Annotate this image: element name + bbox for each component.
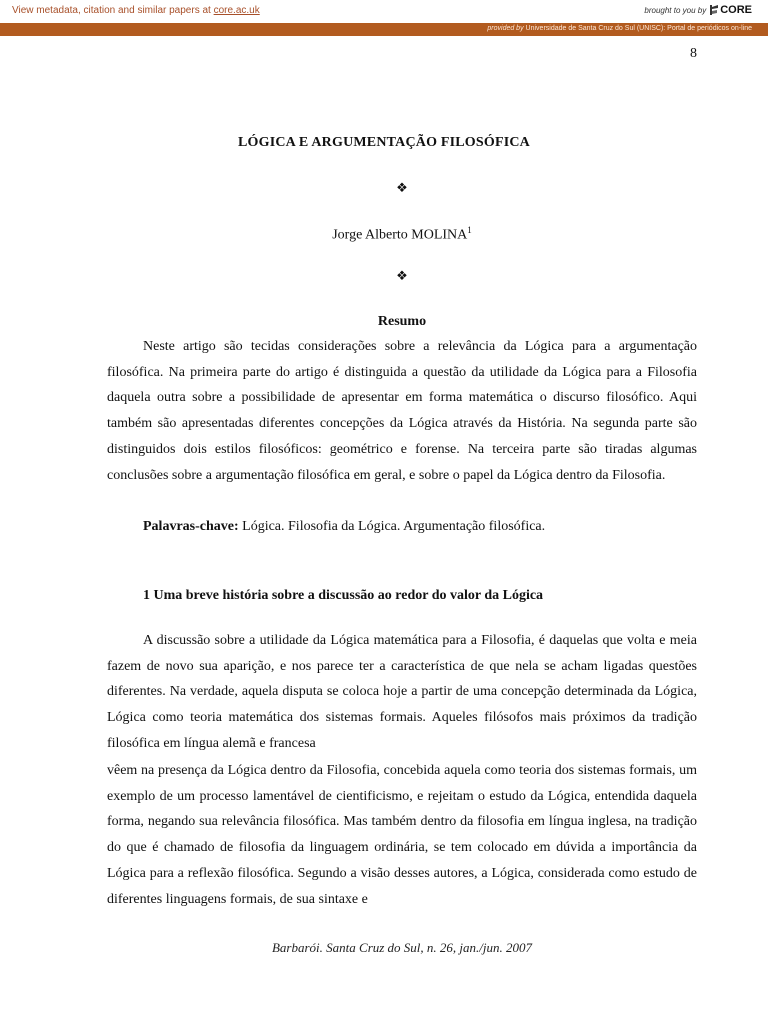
core-logo [709, 4, 752, 16]
author-name: Jorge Alberto MOLINA [332, 227, 468, 243]
body-paragraph-2: vêem na presença da Lógica dentro da Filosofia, concebida aquela como teoria dos sistemas formais, um exemplo de um processo lamentável de cientificismo, e rejeitam o estudo da Lógica, entendida daquela forma, negando sua relevância filosófica. Mas também dentro da filosofia em língua inglesa, na tradição do que é chamado de filosofia da linguagem ordinária, se tem colocado em dúvida a importância da Lógica para a reflexão filosófica. Segundo a visão desses autores, a Lógica, considerada como estudo de diferentes linguagens formais, de sua sintaxe e [107, 763, 697, 907]
core-logo-icon [709, 4, 719, 16]
author-footnote-marker[interactable]: 1 [467, 225, 472, 235]
section-heading: 1 Uma breve história sobre a discussão ao redor do valor da Lógica [143, 588, 544, 603]
core-top-bar [0, 0, 768, 23]
ornament-diamond-2: ❖ [396, 268, 408, 283]
body-paragraph-1: A discussão sobre a utilidade da Lógica matemática para a Filosofia, é daquelas que volta e meia fazem de novo sua aparição, e nos parece ter a característica de que nela se acham ligadas questões diferentes. Na verdade, aquela disputa se coloca hoje a partir de uma concepção determinada da Lógica, Lógica como teoria matemática dos sistemas formais. Aqueles filósofos mais próximos da tradição filosófica em língua alemã e francesa [107, 633, 697, 751]
abstract-paragraph: Neste artigo são tecidas considerações sobre a relevância da Lógica para a argumentação filosófica. Na primeira parte do artigo é distinguida a questão da utilidade da Lógica para a Filosofia daquela outra sobre a possibilidade de apresentar em forma matemática o discurso filosófico. Aqui também são apresentadas diferentes concepções da Lógica através da História. Na segunda parte são distinguidos dois estilos filosóficos: geométrico e forense. Na terceira parte são tiradas algumas conclusões sobre a argumentação filosófica em geral, e sobre o papel da Lógica dentro da Filosofia. [107, 339, 697, 483]
brought-to-you-by[interactable] [644, 4, 752, 16]
provided-prefix: provided by [487, 25, 524, 32]
keywords-line [107, 514, 697, 540]
ornament-diamond-1: ❖ [396, 180, 408, 195]
abstract-heading: Resumo [377, 314, 427, 329]
journal-footer: Barbarói. Santa Cruz do Sul, n. 26, jan./jun. 2007 [271, 940, 533, 955]
core-link[interactable]: core.ac.uk [213, 5, 260, 16]
keywords-label: Palavras-chave: [143, 519, 239, 534]
metadata-notice [12, 5, 260, 16]
metadata-text: View metadata, citation and similar papers at [12, 5, 211, 16]
provider-name: Universidade de Santa Cruz do Sul (UNISC): Portal de periódicos on-line [525, 25, 752, 32]
provider-bar [0, 23, 768, 36]
page-number: 8 [690, 46, 697, 61]
keywords-text: Lógica. Filosofia da Lógica. Argumentação filosófica. [242, 519, 546, 534]
article-title: LÓGICA E ARGUMENTAÇÃO FILOSÓFICA [237, 135, 530, 150]
author-line [0, 225, 768, 244]
provider-notice[interactable] [487, 25, 752, 32]
core-label: CORE [720, 4, 752, 16]
brought-text: brought to you by [644, 5, 707, 15]
